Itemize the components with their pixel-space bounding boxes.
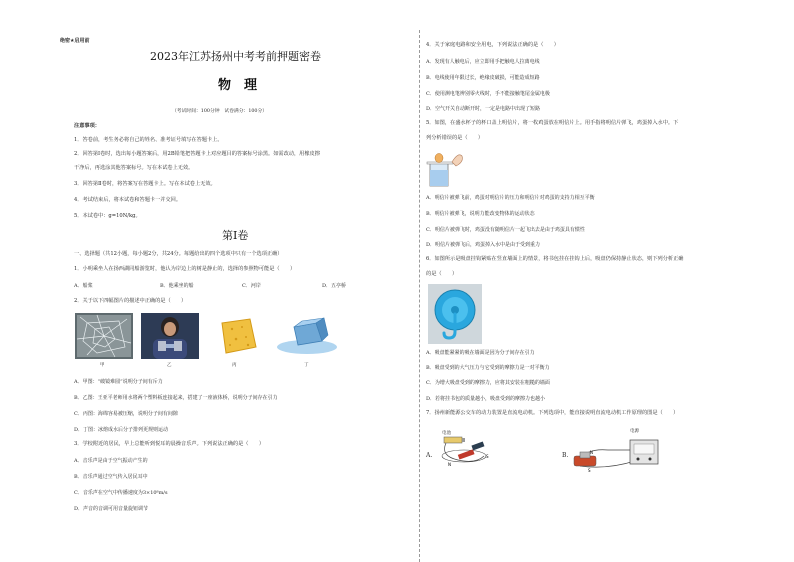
q3-stem: 3．学校附近的居民，早上总能听到悦耳的晨操音乐声。下列说法正确的是（ ） bbox=[74, 441, 265, 447]
svg-text:N: N bbox=[448, 462, 451, 467]
q5-stem-line2: 列分析错误的是（ ） bbox=[426, 135, 484, 141]
q1-stem: 1．小明乘坐人在扬西湖同船游览时，他认为岸边上的树是静止的，选择的参照物可能是（ ） bbox=[74, 266, 296, 272]
broken-glass-photo bbox=[75, 313, 133, 359]
exam-title: 2023年江苏扬州中考考前押题密卷 bbox=[150, 50, 321, 63]
q2-stem: 2．关于以下四幅图片的描述中正确的是（ ） bbox=[74, 298, 187, 304]
q7-battery-label: 电池 bbox=[442, 431, 451, 436]
q4-option-a[interactable]: A．发现有人触电后，应立即用手把触电人拉离电线 bbox=[426, 59, 540, 65]
secret-label: 绝密★启用前 bbox=[60, 38, 90, 44]
melting-ice-image bbox=[272, 313, 342, 359]
note-3: 3．回答第Ⅱ卷时，将答案写在答题卡上。写在本试卷上无效。 bbox=[74, 181, 216, 187]
q2-option-b[interactable]: B．乙图：王亚平老师用水将两个塑料板连接起来，搭建了一座液体桥，说明分子间存在引力 bbox=[74, 395, 278, 401]
q2-option-d[interactable]: D．丁图：冰熔成水后分子排列更规则运动 bbox=[74, 427, 169, 433]
q2-caption-bing: 丙 bbox=[232, 363, 237, 368]
q7-power-label: 电源 bbox=[630, 429, 639, 434]
magnet-coil-diagram bbox=[434, 436, 504, 472]
motor-circuit-diagram bbox=[568, 434, 668, 474]
exam-info: （考试时间：100分钟 试卷满分：100分） bbox=[172, 109, 268, 114]
q1-option-a[interactable]: A．船桨 bbox=[74, 283, 93, 289]
water-bridge-photo bbox=[141, 313, 199, 359]
column-divider bbox=[419, 30, 420, 562]
q4-option-d[interactable]: D．空气开关自动断开时，一定是电路中出现了短路 bbox=[426, 106, 541, 112]
q5-option-c[interactable]: C．明信片被弹飞时，鸡蛋没有随明信片一起飞出去是由于鸡蛋具有惯性 bbox=[426, 227, 585, 233]
q2-caption-jia: 甲 bbox=[100, 363, 105, 368]
q1-option-b[interactable]: B．他乘坐的船 bbox=[160, 283, 194, 289]
q7-stem: 7．扬州新能源公交车的动力装置是直流电动机。下列选项中，能直接说明直流电动机工作原理的图是（ ） bbox=[426, 410, 679, 416]
sponge-image bbox=[206, 313, 264, 359]
note-4: 4．考试结束后，将本试卷和答题卡一并交回。 bbox=[74, 197, 182, 203]
section-intro: 一、选择题（共12小题，每小题2分，共24分。每题给出的四个选项中只有一个选项正确） bbox=[74, 251, 283, 257]
q2-option-a[interactable]: A．甲图：“破镜难圆”说明分子间有斥力 bbox=[74, 379, 163, 385]
q4-option-c[interactable]: C．使用测电笔辨别零火线时，手不能接触笔尾金属电极 bbox=[426, 91, 550, 97]
q3-option-d[interactable]: D．声音的音调可用音量旋钮调节 bbox=[74, 506, 149, 512]
note-5: 5．本试卷中：g=10N/kg。 bbox=[74, 213, 141, 219]
q3-option-c[interactable]: C．音乐声在空气中传播速度为3×10⁸m/s bbox=[74, 490, 168, 496]
q7-label-a[interactable]: A. bbox=[426, 452, 433, 459]
q3-option-b[interactable]: B．音乐声通过空气传入居民耳中 bbox=[74, 474, 148, 480]
q4-option-b[interactable]: B．电线使用年限过长，绝缘皮破损，可能造成短路 bbox=[426, 75, 540, 81]
subject-title: 物 理 bbox=[218, 78, 258, 93]
q2-option-c[interactable]: C．丙图：海绵容易被压缩，说明分子间有间隙 bbox=[74, 411, 178, 417]
q6-stem-line1: 6．如图所示是吸盘挂钩紧贴在竖直墙面上的情景，将书包挂在挂钩上后，吸盘仍保持静止状态，则下列分析正确 bbox=[426, 256, 684, 262]
svg-text:N: N bbox=[590, 450, 593, 455]
q1-option-d[interactable]: D．五亭桥 bbox=[322, 283, 347, 289]
note-1: 1．答卷前，考生务必将自己的姓名、准考证号填写在答题卡上。 bbox=[74, 137, 223, 143]
q5-option-b[interactable]: B．明信片被弹飞，说明力能改变物体的运动状态 bbox=[426, 211, 535, 217]
q5-stem-line1: 5．如图，在盛水杯子的杯口盖上明信片，将一枚鸡蛋放在明信片上。用手指将明信片弹飞，鸡蛋掉入水中。下 bbox=[426, 120, 679, 126]
part-title: 第Ⅰ卷 bbox=[222, 229, 249, 242]
q6-stem-line2: 的是（ ） bbox=[426, 271, 458, 277]
svg-text:S: S bbox=[588, 468, 591, 473]
q3-option-a[interactable]: A．音乐声是由于空气振动产生的 bbox=[74, 458, 148, 464]
q6-option-a[interactable]: A．吸盘能紧紧的吸在墙面是因为分子间存在引力 bbox=[426, 350, 535, 356]
q2-caption-ding: 丁 bbox=[304, 363, 309, 368]
q2-caption-yi: 乙 bbox=[167, 363, 172, 368]
q5-option-d[interactable]: D．明信片被弹飞后，鸡蛋掉入水中是由于受到重力 bbox=[426, 242, 541, 248]
q1-option-c[interactable]: C．河岸 bbox=[242, 283, 261, 289]
svg-text:S: S bbox=[486, 454, 489, 459]
egg-card-cup-image bbox=[426, 148, 466, 188]
suction-hook-photo bbox=[428, 284, 482, 344]
q6-option-d[interactable]: D．若将挂书包的质量越小，吸盘受到的摩擦力也越小 bbox=[426, 396, 546, 402]
note-2: 2．回答第Ⅰ卷时，选出每小题答案后，用2B铅笔把答题卡上对应题目的答案标号涂黑。如需改动，用橡皮擦 bbox=[74, 151, 320, 157]
q4-stem: 4．关于家庭电路和安全用电，下列说法正确的是（ ） bbox=[426, 42, 559, 48]
q5-option-a[interactable]: A．明信片被弹飞前，鸡蛋对明信片的压力和明信片对鸡蛋的支持力相互平衡 bbox=[426, 195, 595, 201]
q7-label-b[interactable]: B. bbox=[562, 452, 569, 459]
notes-heading: 注意事项： bbox=[74, 123, 100, 129]
q6-option-b[interactable]: B．吸盘受到的大气压力与它受到的摩擦力是一对平衡力 bbox=[426, 365, 550, 371]
note-2-cont: 干净后，再选涂其他答案标号。写在本试卷上无效。 bbox=[74, 165, 194, 171]
q6-option-c[interactable]: C．为增大吸盘受到的摩擦力，应将其安装在粗糙的墙面 bbox=[426, 380, 550, 386]
